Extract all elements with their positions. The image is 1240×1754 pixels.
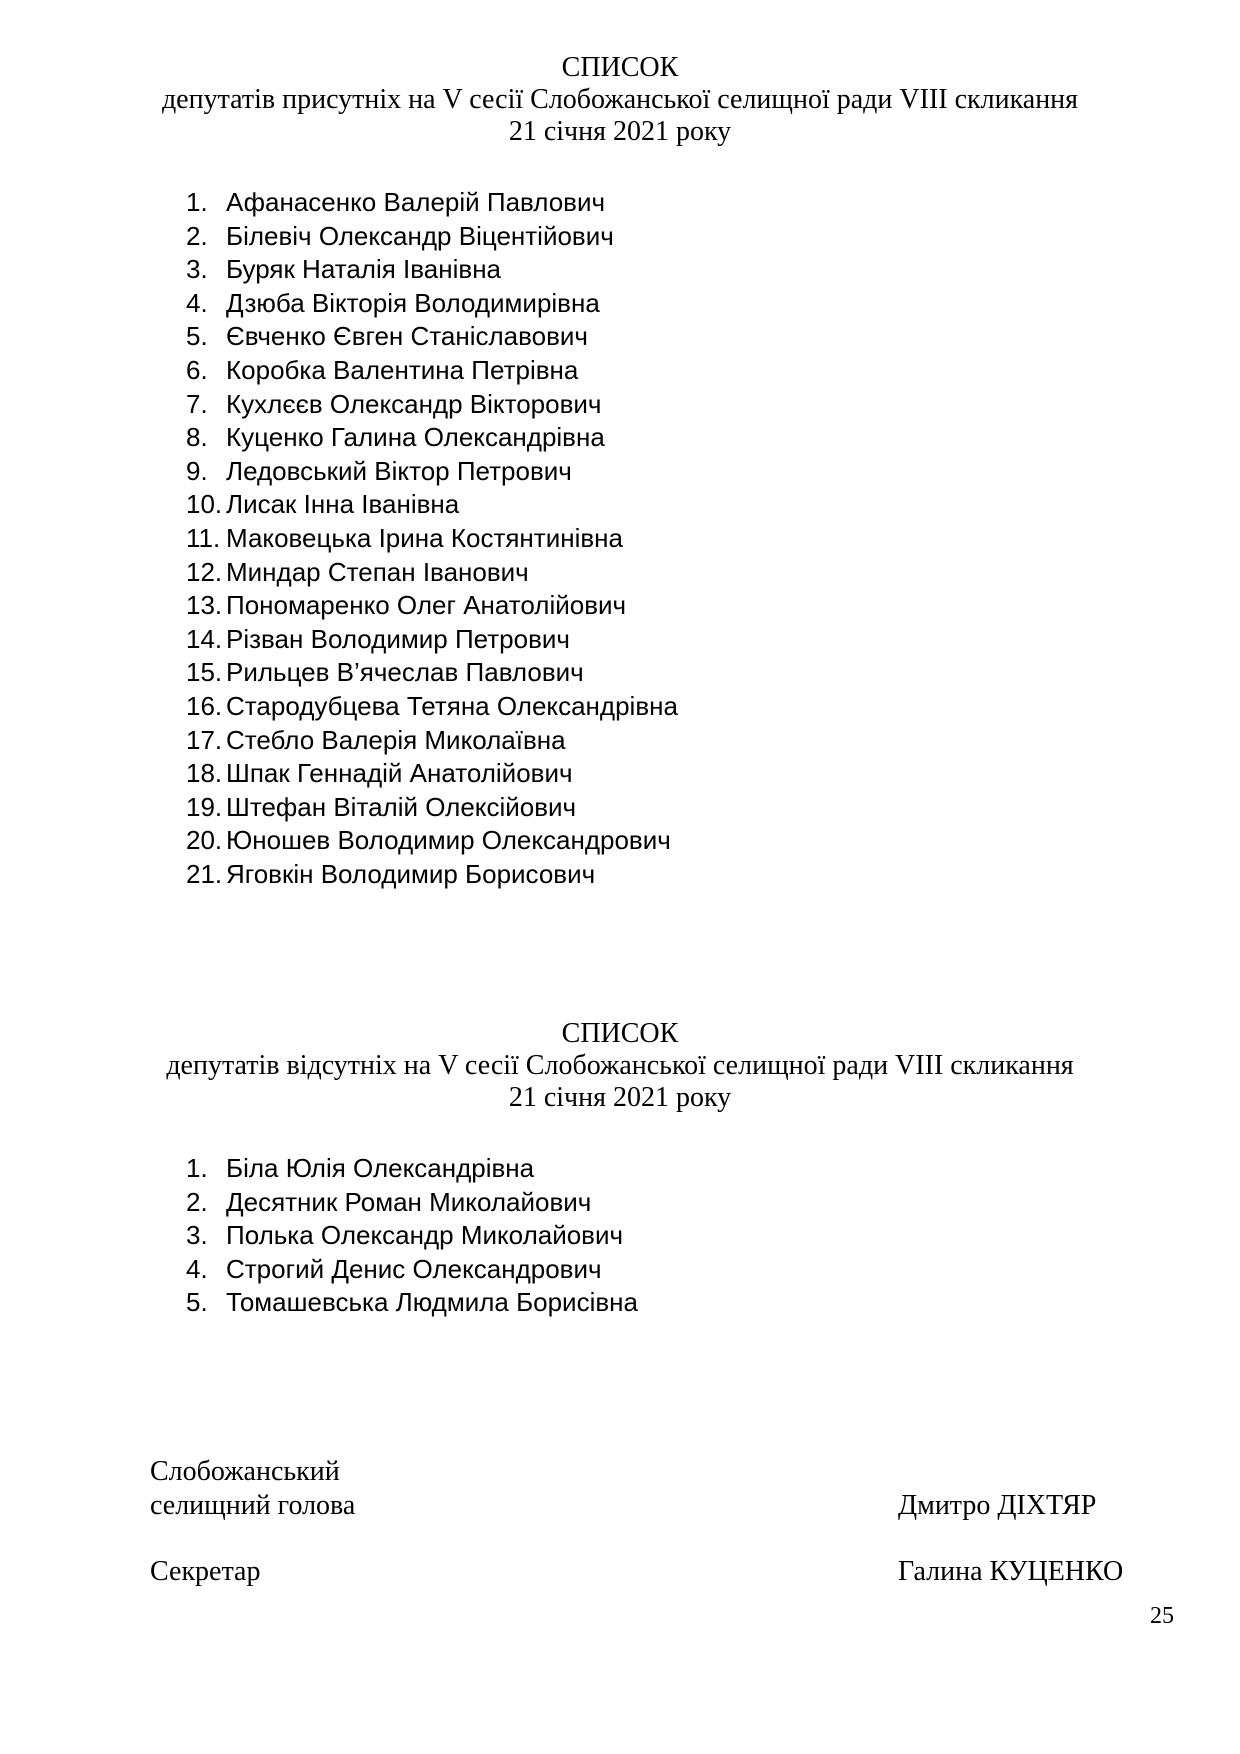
- list-item-number: 9.: [186, 455, 208, 486]
- list-item-name: Миндар Степан Іванович: [226, 556, 529, 587]
- head-name: Дмитро ДІХТЯР: [898, 1490, 1097, 1521]
- present-list-item: [186, 488, 678, 522]
- absent-list-item: [186, 1286, 638, 1320]
- list-item-number: 2.: [186, 220, 208, 251]
- present-list-item: [186, 690, 678, 724]
- list-item-name: Стебло Валерія Миколаївна: [226, 724, 566, 755]
- list-item-number: 18.: [186, 758, 223, 789]
- list-item-number: 1.: [186, 187, 208, 217]
- list-item-name: Штефан Віталій Олексійович: [226, 791, 577, 822]
- absent-list-item: [186, 1219, 638, 1253]
- present-list-item: [186, 388, 678, 422]
- list-item-number: 21.: [186, 858, 223, 889]
- list-item-name: Ледовський Віктор Петрович: [226, 455, 572, 486]
- list-item-name: Афанасенко Валерій Павлович: [226, 187, 606, 217]
- present-title: СПИСОК: [561, 52, 679, 83]
- list-item-number: 4.: [186, 1253, 208, 1284]
- list-item-name: Буряк Наталія Іванівна: [226, 254, 502, 285]
- list-item-name: Маковецька Ірина Костянтинівна: [226, 522, 623, 553]
- present-list-item: [186, 186, 678, 220]
- present-list-item: [186, 421, 678, 455]
- list-item-name: Коробка Валентина Петрівна: [226, 354, 579, 385]
- list-item-name: Лисак Інна Іванівна: [226, 489, 460, 520]
- list-item-name: Стародубцева Тетяна Олександрівна: [226, 690, 678, 721]
- present-list-item: [186, 824, 678, 858]
- list-item-name: Юношев Володимир Олександрович: [226, 825, 671, 856]
- present-list-item: [186, 556, 678, 590]
- present-list-item: [186, 220, 678, 254]
- absent-title: СПИСОК: [561, 1018, 679, 1049]
- present-list-item: [186, 656, 678, 690]
- head-title-line1: Слобожанський: [150, 1456, 340, 1487]
- list-item-name: Полька Олександр Миколайович: [226, 1220, 624, 1251]
- list-item-number: 8.: [186, 422, 208, 453]
- list-item-name: Пономаренко Олег Анатолійович: [226, 590, 627, 621]
- absent-header: [0, 1018, 1240, 1114]
- secretary-name: Галина КУЦЕНКО: [898, 1556, 1124, 1587]
- list-item-number: 4.: [186, 287, 208, 318]
- present-list-item: [186, 354, 678, 388]
- list-item-name: Різван Володимир Петрович: [226, 623, 570, 654]
- list-item-name: Біла Юлія Олександрівна: [226, 1153, 535, 1183]
- list-item-number: 16.: [186, 690, 223, 721]
- absent-date: 21 січня 2021 року: [508, 1082, 732, 1113]
- list-item-name: Шпак Геннадій Анатолійович: [226, 758, 573, 789]
- present-header: [0, 52, 1240, 148]
- list-item-name: Яговкін Володимир Борисович: [226, 858, 596, 889]
- present-list-item: [186, 791, 678, 825]
- present-list-item: [186, 253, 678, 287]
- list-item-number: 20.: [186, 825, 223, 856]
- present-list-item: [186, 858, 678, 892]
- list-item-name: Кухлєєв Олександр Вікторович: [226, 388, 602, 419]
- list-item-name: Куценко Галина Олександрівна: [226, 422, 605, 453]
- secretary-title: Секретар: [150, 1556, 261, 1587]
- list-item-name: Томашевська Людмила Борисівна: [226, 1287, 638, 1318]
- list-item-number: 14.: [186, 623, 223, 654]
- list-item-number: 3.: [186, 1220, 208, 1251]
- present-list-item: [186, 455, 678, 489]
- list-item-number: 19.: [186, 791, 223, 822]
- list-item-number: 2.: [186, 1186, 208, 1217]
- list-item-number: 5.: [186, 1287, 208, 1318]
- list-item-number: 1.: [186, 1153, 208, 1183]
- list-item-name: Дзюба Вікторія Володимирівна: [226, 287, 600, 318]
- list-item-number: 12.: [186, 556, 223, 587]
- list-item-name: Білевіч Олександр Віцентійович: [226, 220, 614, 251]
- head-title-line2: селищний голова: [150, 1490, 356, 1521]
- present-list-item: [186, 320, 678, 354]
- present-subtitle: депутатів присутніх на V сесії Слобожанської селищної ради VIII скликання: [161, 84, 1079, 115]
- list-item-number: 15.: [186, 657, 223, 688]
- list-item-number: 11.: [186, 522, 221, 553]
- present-date: 21 січня 2021 року: [508, 116, 732, 147]
- list-item-name: Рильцев В’ячеслав Павлович: [226, 657, 584, 688]
- list-item-number: 10.: [186, 489, 223, 520]
- list-item-name: Строгий Денис Олександрович: [226, 1253, 602, 1284]
- absent-list-item: [186, 1253, 638, 1287]
- present-list-item: [186, 623, 678, 657]
- absent-list-item: [186, 1152, 638, 1186]
- list-item-number: 13.: [186, 590, 223, 621]
- list-item-number: 6.: [186, 354, 208, 385]
- list-item-number: 17.: [186, 724, 223, 755]
- present-list-item: [186, 589, 678, 623]
- absent-list-item: [186, 1186, 638, 1220]
- list-item-name: Десятник Роман Миколайович: [226, 1186, 592, 1217]
- list-item-number: 5.: [186, 321, 208, 352]
- absent-deputies-list: [186, 1152, 638, 1320]
- present-list-item: [186, 724, 678, 758]
- present-list-item: [186, 522, 678, 556]
- list-item-name: Євченко Євген Станіславович: [226, 321, 588, 352]
- present-deputies-list: [186, 186, 678, 891]
- page-number: 25: [1150, 1603, 1174, 1629]
- present-list-item: [186, 287, 678, 321]
- present-list-item: [186, 757, 678, 791]
- list-item-number: 7.: [186, 388, 208, 419]
- list-item-number: 3.: [186, 254, 208, 285]
- absent-subtitle: депутатів відсутніх на V сесії Слобожанської селищної ради VIII скликання: [166, 1050, 1074, 1081]
